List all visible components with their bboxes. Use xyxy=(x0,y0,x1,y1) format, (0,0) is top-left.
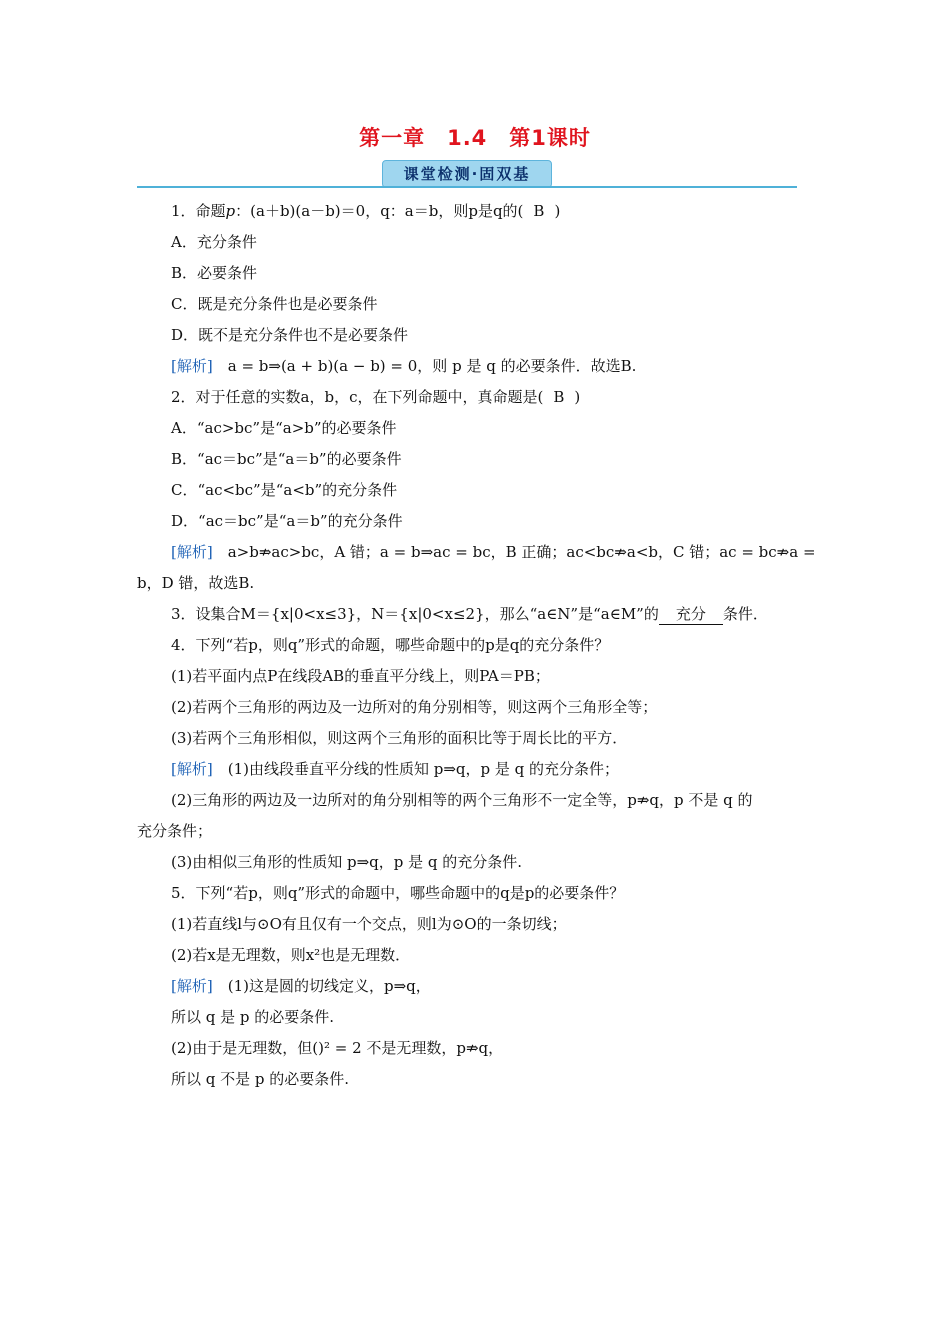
q1-stem-prefix: 1．命题 xyxy=(171,202,226,220)
document-body xyxy=(137,196,816,1095)
q2-analysis-text: a>b⇏ac>bc，A 错；a = b⇒ac = bc，B 正确；ac<bc⇏a<b，C 错；ac = bc⇏a = xyxy=(227,543,816,561)
q4-item-3: (3)若两个三角形相似，则这两个三角形的面积比等于周长比的平方． xyxy=(171,729,628,747)
q5-analysis-2b: 所以 q 不是 p 的必要条件. xyxy=(171,1070,350,1088)
header-divider xyxy=(137,186,797,188)
analysis-label: [解析] xyxy=(171,760,213,778)
q1-option-a: A．充分条件 xyxy=(171,233,257,251)
section-banner: 课堂检测·固双基 xyxy=(382,160,552,188)
q2-option-a: A．“ac>bc”是“a>b”的必要条件 xyxy=(171,419,397,437)
q5-analysis-1b: 所以 q 是 p 的必要条件. xyxy=(171,1008,335,1026)
q4-item-2: (2)若两个三角形的两边及一边所对的角分别相等，则这两个三角形全等； xyxy=(171,698,658,716)
question-4-stem: 4．下列“若p，则q”形式的命题，哪些命题中的p是q的充分条件？ xyxy=(171,636,610,654)
q2-option-b: B．“ac＝bc”是“a＝b”的必要条件 xyxy=(171,450,402,468)
q1-option-c: C．既是充分条件也是必要条件 xyxy=(171,295,378,313)
q2-analysis-cont: b，D 错，故选B. xyxy=(137,574,255,592)
analysis-label: [解析] xyxy=(171,357,213,375)
q4-analysis-2: (2)三角形的两边及一边所对的角分别相等的两个三角形不一定全等，p⇏q，p 不是 q 的 xyxy=(171,791,753,809)
analysis-label: [解析] xyxy=(171,977,213,995)
q4-analysis-1-text: (1)由线段垂直平分线的性质知 p⇒q，p 是 q 的充分条件； xyxy=(227,760,620,778)
page-title: 第一章 1.4 第1课时 xyxy=(359,126,591,150)
q1-close-paren: ) xyxy=(554,202,561,220)
q2-close-paren: ) xyxy=(574,388,581,406)
q2-analysis xyxy=(137,537,816,568)
q1-answer: B xyxy=(533,202,545,220)
q1-option-d: D．既不是充分条件也不是必要条件 xyxy=(171,326,409,344)
q5-analysis-1-text: (1)这是圆的切线定义，p⇒q， xyxy=(227,977,431,995)
q3-answer-blank: 充分 xyxy=(659,604,723,625)
q1-analysis xyxy=(137,351,813,382)
q2-stem-text: 2．对于任意的实数a，b，c，在下列命题中，真命题是( xyxy=(171,388,544,406)
q2-option-c: C．“ac<bc”是“a<b”的充分条件 xyxy=(171,481,398,499)
q1-analysis-text: a = b⇒(a + b)(a − b) = 0，则 p 是 q 的必要条件．故选B. xyxy=(227,357,637,375)
analysis-label: [解析] xyxy=(171,543,213,561)
q4-analysis-3: (3)由相似三角形的性质知 p⇒q，p 是 q 的充分条件. xyxy=(171,853,523,871)
q5-analysis-2: (2)由于是无理数，但()² = 2 不是无理数，p⇏q， xyxy=(171,1039,504,1057)
question-1-stem: 1．命题p：(a＋b)(a－b)＝0，q：a＝b，则p是q的( B ) xyxy=(137,196,813,227)
q4-item-1: (1)若平面内点P在线段AB的垂直平分线上，则PA＝PB； xyxy=(171,667,550,685)
question-5-stem: 5．下列“若p，则q”形式的命题中，哪些命题中的q是p的必要条件？ xyxy=(171,884,625,902)
q2-option-d: D．“ac＝bc”是“a＝b”的充分条件 xyxy=(171,512,403,530)
q5-item-2: (2)若x是无理数，则x²也是无理数． xyxy=(171,946,411,964)
q3-suffix: 条件． xyxy=(722,605,768,623)
q1-option-b: B．必要条件 xyxy=(171,264,258,282)
q5-item-1: (1)若直线l与⊙O有且仅有一个交点，则l为⊙O的一条切线； xyxy=(171,915,567,933)
q3-stem-text: 3．设集合M＝{x|0<x≤3}，N＝{x|0<x≤2}，那么“a∈N”是“a∈M”的 xyxy=(171,605,659,623)
question-3-stem xyxy=(137,599,813,630)
q1-stem-text: ：(a＋b)(a－b)＝0，q：a＝b，则p是q的( xyxy=(235,202,524,220)
q5-analysis-1 xyxy=(137,971,813,1002)
q2-answer: B xyxy=(553,388,565,406)
q4-analysis-1 xyxy=(137,754,813,785)
question-2-stem xyxy=(137,382,813,413)
q4-analysis-2-cont: 充分条件； xyxy=(137,822,213,840)
